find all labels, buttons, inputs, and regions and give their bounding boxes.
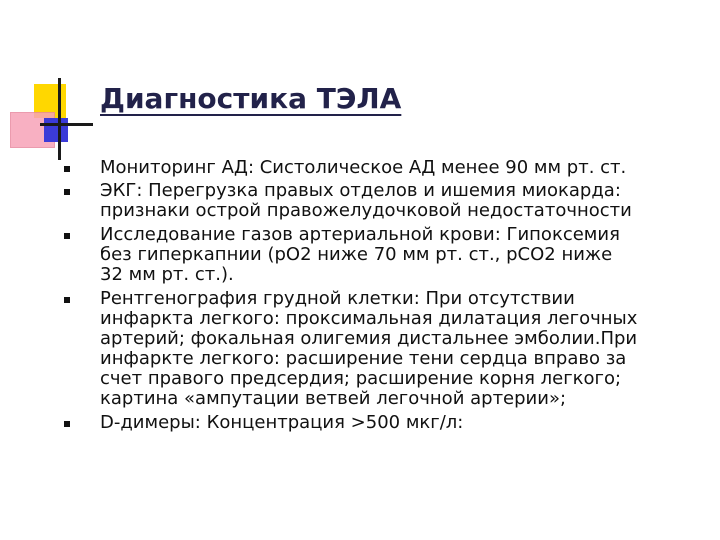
slide-title: Диагностика ТЭЛА (100, 82, 402, 115)
bullet-item (60, 181, 700, 221)
bullet-text: Исследование газов артериальной крови: Гипоксемия без гиперкапнии (рО2 ниже 70 мм рт. ст., рСО2 ниже 32 мм рт. ст.). (100, 224, 620, 285)
deco-blue-square (44, 118, 68, 142)
bullet-item (60, 225, 700, 285)
deco-vertical-line (58, 78, 61, 160)
bullet-item (60, 158, 700, 178)
bullet-list (60, 158, 700, 433)
bullet-square-icon (64, 297, 70, 303)
bullet-text: Рентгенография грудной клетки: При отсутствии инфаркта легкого: проксимальная дилатация легочных артерий; фокальная олигемия дистальнее эмболии.При инфаркте легкого: расширение тени сердца вправо за счет правого предсердия; расширение корня легкого; картина «ампутации ветвей легочной артерии»; (100, 288, 638, 409)
bullet-square-icon (64, 421, 70, 427)
bullet-text: D-димеры: Концентрация >500 мкг/л: (100, 412, 464, 433)
bullet-square-icon (64, 233, 70, 239)
bullet-item (60, 413, 700, 433)
bullet-text: Мониторинг АД: Систолическое АД менее 90 мм рт. ст. (100, 157, 627, 178)
bullet-square-icon (64, 166, 70, 172)
bullet-text: ЭКГ: Перегрузка правых отделов и ишемия миокарда: признаки острой правожелудочковой недостаточности (100, 180, 632, 221)
bullet-item (60, 289, 700, 409)
deco-horizontal-line (40, 123, 93, 126)
bullet-square-icon (64, 189, 70, 195)
